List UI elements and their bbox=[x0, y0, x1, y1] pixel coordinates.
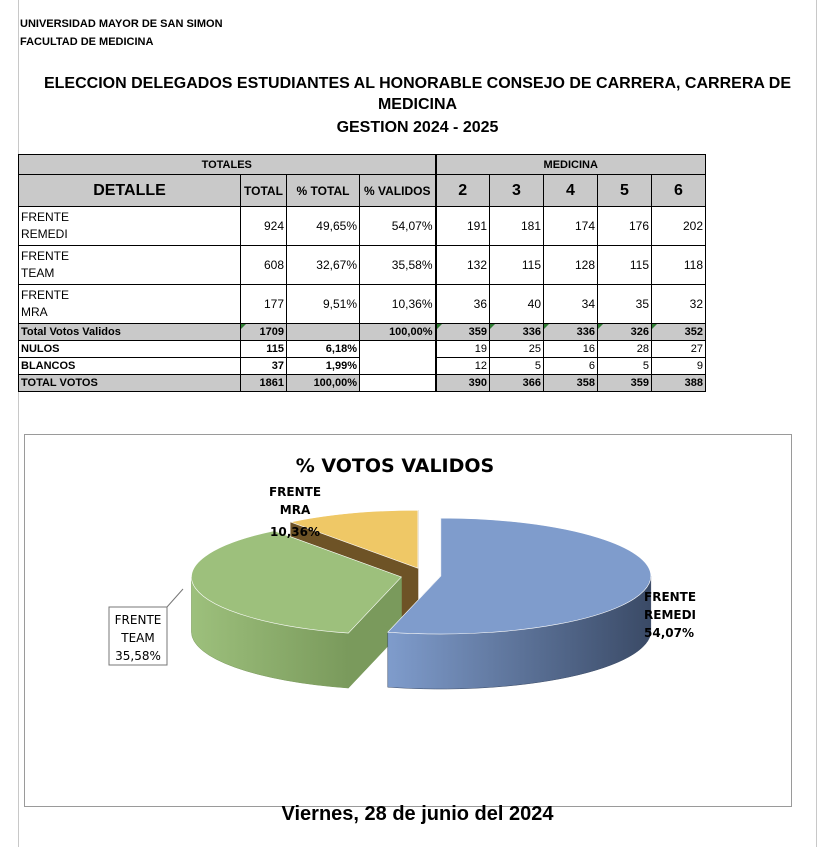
cell-pct-validos: 54,07% bbox=[360, 207, 436, 246]
cell-mesa-3: 115 bbox=[490, 246, 544, 285]
pie-slices bbox=[191, 510, 650, 689]
total-votes-mesa-4: 358 bbox=[544, 375, 598, 392]
label-mra-pct: 10,36% bbox=[270, 525, 320, 539]
blancos-label: BLANCOS bbox=[19, 358, 241, 375]
cell-pct-total: 49,65% bbox=[287, 207, 360, 246]
total-votes-label: TOTAL VOTOS bbox=[19, 375, 241, 392]
pie-chart bbox=[25, 435, 791, 806]
valid-votes-pct-validos: 100,00% bbox=[360, 324, 436, 341]
cell-mesa-5: 176 bbox=[598, 207, 652, 246]
label-team-pct: 35,58% bbox=[115, 649, 161, 663]
cell-mesa-2: 132 bbox=[436, 246, 490, 285]
valid-votes-mesa-4: 336 bbox=[544, 324, 598, 341]
faculty-name: FACULTAD DE MEDICINA bbox=[20, 36, 154, 48]
cell-mesa-2: 191 bbox=[436, 207, 490, 246]
col-mesa-3: 3 bbox=[490, 175, 544, 207]
cell-mesa-3: 181 bbox=[490, 207, 544, 246]
valid-votes-total: 1709 bbox=[241, 324, 287, 341]
cell-mesa-6: 202 bbox=[652, 207, 706, 246]
total-votes-pct-total: 100,00% bbox=[287, 375, 360, 392]
label-team-line2: TEAM bbox=[121, 631, 155, 645]
cell-mesa-2: 36 bbox=[436, 285, 490, 324]
label-remedi-pct: 54,07% bbox=[644, 626, 694, 640]
university-name: UNIVERSIDAD MAYOR DE SAN SIMON bbox=[20, 18, 223, 30]
row-label: FRENTE MRA bbox=[19, 285, 241, 324]
nulos-mesa-6: 27 bbox=[652, 341, 706, 358]
cell-mesa-6: 32 bbox=[652, 285, 706, 324]
cell-total: 924 bbox=[241, 207, 287, 246]
col-pct-total: % TOTAL bbox=[287, 175, 360, 207]
group-totales: TOTALES bbox=[19, 155, 436, 175]
total-votes-mesa-5: 359 bbox=[598, 375, 652, 392]
col-mesa-4: 4 bbox=[544, 175, 598, 207]
row-label: FRENTE REMEDI bbox=[19, 207, 241, 246]
cell-pct-validos: 35,58% bbox=[360, 246, 436, 285]
table-row bbox=[19, 207, 706, 246]
col-mesa-2: 2 bbox=[436, 175, 490, 207]
cell-mesa-5: 35 bbox=[598, 285, 652, 324]
col-detalle: DETALLE bbox=[19, 175, 241, 207]
table-row bbox=[19, 285, 706, 324]
column-header-row bbox=[19, 175, 706, 207]
nulos-mesa-2: 19 bbox=[436, 341, 490, 358]
empty-cell bbox=[360, 375, 436, 392]
label-team-line1: FRENTE bbox=[114, 613, 162, 627]
nulos-row bbox=[19, 341, 706, 358]
nulos-label: NULOS bbox=[19, 341, 241, 358]
report-title-line2: MEDICINA bbox=[377, 96, 458, 113]
total-votes-total: 1861 bbox=[241, 375, 287, 392]
cell-total: 608 bbox=[241, 246, 287, 285]
valid-votes-mesa-5: 326 bbox=[598, 324, 652, 341]
nulos-total: 115 bbox=[241, 341, 287, 358]
table-row bbox=[19, 246, 706, 285]
nulos-pct-total: 6,18% bbox=[287, 341, 360, 358]
report-date: Viernes, 28 de junio del 2024 bbox=[281, 803, 554, 825]
cell-mesa-6: 118 bbox=[652, 246, 706, 285]
cell-mesa-4: 174 bbox=[544, 207, 598, 246]
report-title-line1: ELECCION DELEGADOS ESTUDIANTES AL HONORABLE CONSEJO DE CARRERA, CARRERA DE bbox=[43, 75, 792, 92]
label-team-leader-line bbox=[167, 589, 183, 607]
label-remedi-line1: FRENTE bbox=[644, 590, 697, 604]
total-votes-mesa-3: 366 bbox=[490, 375, 544, 392]
sheet-left-edge bbox=[18, 0, 19, 847]
col-pct-validos: % VALIDOS bbox=[360, 175, 436, 207]
cell-mesa-4: 34 bbox=[544, 285, 598, 324]
nulos-mesa-4: 16 bbox=[544, 341, 598, 358]
chart-title: % VOTOS VALIDOS bbox=[295, 455, 495, 477]
group-medicina: MEDICINA bbox=[436, 155, 706, 175]
label-mra-line1: FRENTE bbox=[268, 485, 322, 499]
group-header-row bbox=[19, 155, 706, 175]
cell-mesa-5: 115 bbox=[598, 246, 652, 285]
blancos-mesa-3: 5 bbox=[490, 358, 544, 375]
nulos-mesa-3: 25 bbox=[490, 341, 544, 358]
col-total: TOTAL bbox=[241, 175, 287, 207]
cell-pct-total: 32,67% bbox=[287, 246, 360, 285]
valid-votes-mesa-6: 352 bbox=[652, 324, 706, 341]
results-table bbox=[18, 154, 706, 392]
cell-pct-validos: 10,36% bbox=[360, 285, 436, 324]
cell-pct-total: 9,51% bbox=[287, 285, 360, 324]
total-votes-row bbox=[19, 375, 706, 392]
blancos-total: 37 bbox=[241, 358, 287, 375]
label-mra-line2: MRA bbox=[279, 503, 311, 517]
valid-votes-mesa-2: 359 bbox=[436, 324, 490, 341]
blancos-mesa-6: 9 bbox=[652, 358, 706, 375]
blancos-pct-total: 1,99% bbox=[287, 358, 360, 375]
sheet-right-edge bbox=[816, 0, 817, 847]
report-title-line3: GESTION 2024 - 2025 bbox=[336, 119, 499, 136]
nulos-mesa-5: 28 bbox=[598, 341, 652, 358]
label-remedi-line2: REMEDI bbox=[644, 608, 697, 622]
valid-votes-row bbox=[19, 324, 706, 341]
valid-votes-mesa-3: 336 bbox=[490, 324, 544, 341]
blancos-mesa-4: 6 bbox=[544, 358, 598, 375]
cell-total: 177 bbox=[241, 285, 287, 324]
empty-merged-cell bbox=[360, 341, 436, 375]
pie-chart-frame bbox=[24, 434, 792, 807]
total-votes-mesa-6: 388 bbox=[652, 375, 706, 392]
row-label: FRENTE TEAM bbox=[19, 246, 241, 285]
total-votes-mesa-2: 390 bbox=[436, 375, 490, 392]
col-mesa-5: 5 bbox=[598, 175, 652, 207]
valid-votes-pct-total bbox=[287, 324, 360, 341]
blancos-mesa-2: 12 bbox=[436, 358, 490, 375]
cell-mesa-4: 128 bbox=[544, 246, 598, 285]
valid-votes-label: Total Votos Validos bbox=[19, 324, 241, 341]
blancos-mesa-5: 5 bbox=[598, 358, 652, 375]
col-mesa-6: 6 bbox=[652, 175, 706, 207]
cell-mesa-3: 40 bbox=[490, 285, 544, 324]
